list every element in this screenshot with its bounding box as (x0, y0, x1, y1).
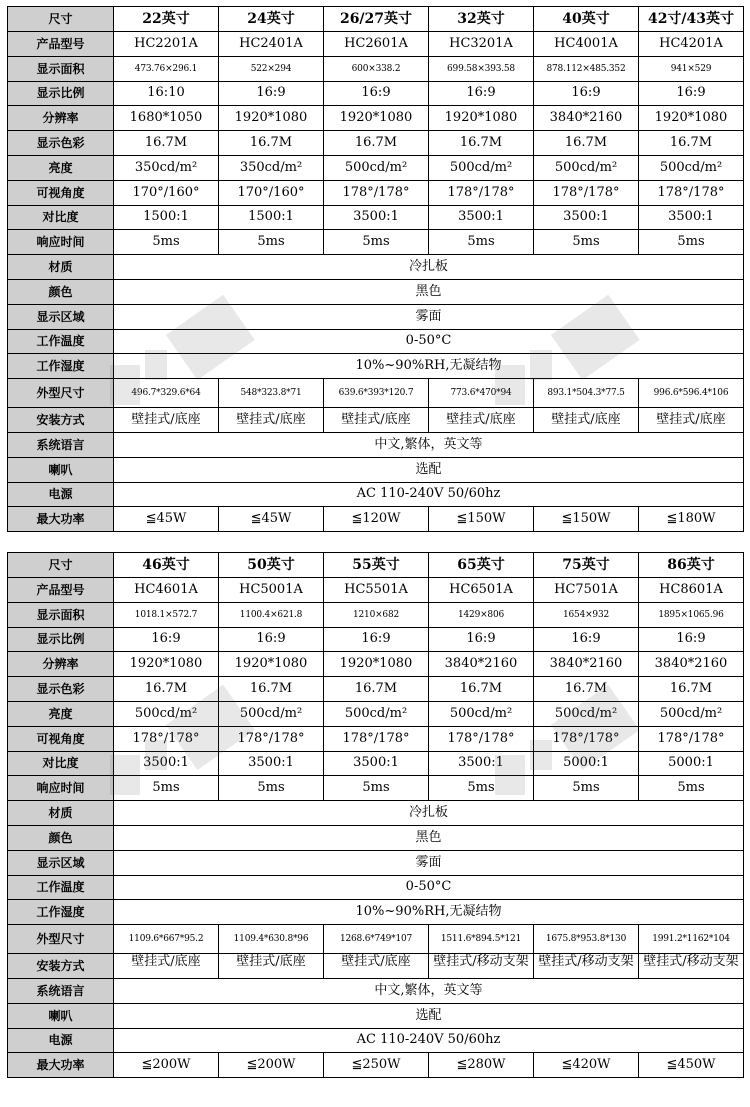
table-row (8, 751, 744, 776)
value-cell: 壁挂式/底座 (219, 954, 324, 979)
row-label: 分辨率 (8, 106, 114, 131)
row-label: 安装方式 (8, 408, 114, 433)
value-cell: 16.7M (639, 677, 744, 702)
merged-value-cell: 黑色 (114, 825, 744, 850)
spec-table-2 (7, 552, 744, 1078)
value-cell: 170°/160° (114, 180, 219, 205)
row-label: 尺寸 (8, 553, 114, 578)
table-row (8, 507, 744, 532)
value-cell: 3500:1 (429, 751, 534, 776)
value-cell: 500cd/m² (324, 155, 429, 180)
value-cell: HC7501A (534, 578, 639, 603)
value-cell: 178°/178° (219, 726, 324, 751)
merged-value-cell: AC 110-240V 50/60hz (114, 482, 744, 507)
value-cell: 壁挂式/底座 (114, 408, 219, 433)
value-cell: ≦200W (114, 1053, 219, 1078)
table-row (8, 1053, 744, 1078)
row-label: 响应时间 (8, 230, 114, 255)
row-label: 产品型号 (8, 578, 114, 603)
value-cell: 3840*2160 (534, 106, 639, 131)
merged-value-cell: 10%~90%RH,无凝结物 (114, 900, 744, 925)
row-label: 系统语言 (8, 978, 114, 1003)
value-cell: HC4201A (639, 32, 744, 57)
value-cell: 1268.6*749*107 (324, 925, 429, 954)
value-cell: 5000:1 (534, 751, 639, 776)
value-cell: 16.7M (114, 131, 219, 156)
value-cell: 3840*2160 (639, 652, 744, 677)
value-cell: 1895×1065.96 (639, 602, 744, 627)
value-cell: 16.7M (534, 677, 639, 702)
row-label: 工作湿度 (8, 900, 114, 925)
value-cell: 5ms (219, 776, 324, 801)
value-cell: 500cd/m² (114, 701, 219, 726)
value-cell: 500cd/m² (219, 701, 324, 726)
row-label: 安装方式 (8, 954, 114, 979)
value-cell: 500cd/m² (534, 701, 639, 726)
value-cell: 壁挂式/移动支架 (534, 954, 639, 979)
value-cell: 1654×932 (534, 602, 639, 627)
value-cell: 5ms (219, 230, 324, 255)
value-cell: 壁挂式/底座 (324, 954, 429, 979)
value-cell: ≦280W (429, 1053, 534, 1078)
value-cell: HC2201A (114, 32, 219, 57)
value-cell: 5000:1 (639, 751, 744, 776)
table-row (8, 482, 744, 507)
value-cell: 178°/178° (534, 726, 639, 751)
table-row (8, 627, 744, 652)
row-label: 电源 (8, 482, 114, 507)
value-cell: 5ms (639, 776, 744, 801)
size-header-cell: 32英寸 (429, 7, 534, 32)
row-label: 工作湿度 (8, 354, 114, 379)
row-label: 可视角度 (8, 180, 114, 205)
value-cell: 350cd/m² (114, 155, 219, 180)
table-row (8, 925, 744, 954)
value-cell: ≦420W (534, 1053, 639, 1078)
size-header-cell: 86英寸 (639, 553, 744, 578)
row-label: 喇叭 (8, 1003, 114, 1028)
value-cell: 500cd/m² (429, 701, 534, 726)
row-label: 显示色彩 (8, 131, 114, 156)
value-cell: 1210×682 (324, 602, 429, 627)
merged-value-cell: 雾面 (114, 850, 744, 875)
value-cell: 893.1*504.3*77.5 (534, 379, 639, 408)
value-cell: 522×294 (219, 56, 324, 81)
table-row (8, 106, 744, 131)
row-label: 材质 (8, 255, 114, 280)
value-cell: 548*323.8*71 (219, 379, 324, 408)
row-label: 外型尺寸 (8, 379, 114, 408)
table-row (8, 354, 744, 379)
size-header-cell: 24英寸 (219, 7, 324, 32)
table-row (8, 432, 744, 457)
row-label: 最大功率 (8, 507, 114, 532)
value-cell: 16:9 (639, 627, 744, 652)
merged-value-cell: 0-50°C (114, 875, 744, 900)
table-row (8, 850, 744, 875)
merged-value-cell: 选配 (114, 1003, 744, 1028)
merged-value-cell: 中文,繁体，英文等 (114, 978, 744, 1003)
size-header-cell: 42寸/43英寸 (639, 7, 744, 32)
row-label: 颜色 (8, 279, 114, 304)
header-row (8, 7, 744, 32)
value-cell: 1920*1080 (219, 652, 324, 677)
value-cell: 699.58×393.58 (429, 56, 534, 81)
table-row (8, 457, 744, 482)
table-row (8, 602, 744, 627)
value-cell: 500cd/m² (429, 155, 534, 180)
table-row (8, 875, 744, 900)
table-row (8, 155, 744, 180)
value-cell: 5ms (429, 776, 534, 801)
value-cell: 16:9 (534, 627, 639, 652)
row-label: 尺寸 (8, 7, 114, 32)
value-cell: 16.7M (219, 677, 324, 702)
value-cell: 16:9 (219, 81, 324, 106)
merged-value-cell: AC 110-240V 50/60hz (114, 1028, 744, 1053)
value-cell: 178°/178° (324, 726, 429, 751)
spec-table-1 (7, 6, 744, 532)
value-cell: 16:9 (219, 627, 324, 652)
value-cell: 1920*1080 (219, 106, 324, 131)
value-cell: 350cd/m² (219, 155, 324, 180)
value-cell: 5ms (114, 230, 219, 255)
value-cell: 500cd/m² (324, 701, 429, 726)
value-cell: 1109.4*630.8*96 (219, 925, 324, 954)
value-cell: HC4001A (534, 32, 639, 57)
value-cell: 1100.4×621.8 (219, 602, 324, 627)
value-cell: 178°/178° (114, 726, 219, 751)
row-label: 可视角度 (8, 726, 114, 751)
merged-value-cell: 中文,繁体，英文等 (114, 432, 744, 457)
value-cell: 1920*1080 (324, 106, 429, 131)
value-cell: 3500:1 (219, 751, 324, 776)
value-cell: 178°/178° (639, 726, 744, 751)
table-row (8, 230, 744, 255)
table-row (8, 32, 744, 57)
value-cell: 178°/178° (639, 180, 744, 205)
row-label: 对比度 (8, 205, 114, 230)
value-cell: 3500:1 (429, 205, 534, 230)
value-cell: 16.7M (429, 677, 534, 702)
size-header-cell: 22英寸 (114, 7, 219, 32)
table-row (8, 255, 744, 280)
value-cell: ≦150W (534, 507, 639, 532)
merged-value-cell: 冷扎板 (114, 801, 744, 826)
header-row (8, 553, 744, 578)
value-cell: HC2401A (219, 32, 324, 57)
value-cell: HC5001A (219, 578, 324, 603)
value-cell: 5ms (114, 776, 219, 801)
value-cell: 170°/160° (219, 180, 324, 205)
value-cell: 473.76×296.1 (114, 56, 219, 81)
value-cell: 壁挂式/底座 (639, 408, 744, 433)
value-cell: HC6501A (429, 578, 534, 603)
row-label: 电源 (8, 1028, 114, 1053)
value-cell: 16.7M (639, 131, 744, 156)
row-label: 显示区域 (8, 304, 114, 329)
value-cell: 16:9 (639, 81, 744, 106)
row-label: 产品型号 (8, 32, 114, 57)
value-cell: 16:9 (324, 627, 429, 652)
value-cell: 5ms (429, 230, 534, 255)
value-cell: 5ms (534, 776, 639, 801)
table-row (8, 776, 744, 801)
table-row (8, 978, 744, 1003)
value-cell: ≦45W (219, 507, 324, 532)
value-cell: 1920*1080 (324, 652, 429, 677)
value-cell: HC8601A (639, 578, 744, 603)
value-cell: 1920*1080 (639, 106, 744, 131)
value-cell: ≦250W (324, 1053, 429, 1078)
value-cell: 壁挂式/移动支架 (429, 954, 534, 979)
value-cell: 5ms (534, 230, 639, 255)
table-row (8, 701, 744, 726)
row-label: 显示区域 (8, 850, 114, 875)
row-label: 工作温度 (8, 329, 114, 354)
value-cell: ≦180W (639, 507, 744, 532)
value-cell: 16:9 (534, 81, 639, 106)
value-cell: 壁挂式/底座 (429, 408, 534, 433)
table-row (8, 379, 744, 408)
value-cell: 3840*2160 (534, 652, 639, 677)
value-cell: ≦150W (429, 507, 534, 532)
value-cell: 1920*1080 (114, 652, 219, 677)
value-cell: HC5501A (324, 578, 429, 603)
value-cell: 16.7M (534, 131, 639, 156)
row-label: 响应时间 (8, 776, 114, 801)
value-cell: 1500:1 (219, 205, 324, 230)
value-cell: 1429×806 (429, 602, 534, 627)
value-cell: 878.112×485.352 (534, 56, 639, 81)
value-cell: 壁挂式/底座 (219, 408, 324, 433)
value-cell: 1920*1080 (429, 106, 534, 131)
size-header-cell: 40英寸 (534, 7, 639, 32)
value-cell: 1109.6*667*95.2 (114, 925, 219, 954)
row-label: 对比度 (8, 751, 114, 776)
table-row (8, 131, 744, 156)
row-label: 显示色彩 (8, 677, 114, 702)
table-row (8, 825, 744, 850)
value-cell: 178°/178° (534, 180, 639, 205)
merged-value-cell: 冷扎板 (114, 255, 744, 280)
table-row (8, 801, 744, 826)
merged-value-cell: 0-50°C (114, 329, 744, 354)
table-row (8, 205, 744, 230)
value-cell: 壁挂式/底座 (534, 408, 639, 433)
value-cell: 639.6*393*120.7 (324, 379, 429, 408)
value-cell: 1500:1 (114, 205, 219, 230)
size-header-cell: 26/27英寸 (324, 7, 429, 32)
value-cell: 16.7M (114, 677, 219, 702)
value-cell: 壁挂式/移动支架 (639, 954, 744, 979)
value-cell: HC4601A (114, 578, 219, 603)
row-label: 显示比例 (8, 81, 114, 106)
row-label: 分辨率 (8, 652, 114, 677)
table-row (8, 652, 744, 677)
value-cell: 773.6*470*94 (429, 379, 534, 408)
merged-value-cell: 雾面 (114, 304, 744, 329)
row-label: 工作温度 (8, 875, 114, 900)
value-cell: 5ms (639, 230, 744, 255)
value-cell: 178°/178° (324, 180, 429, 205)
table-row (8, 726, 744, 751)
table-row (8, 180, 744, 205)
value-cell: 3500:1 (639, 205, 744, 230)
row-label: 颜色 (8, 825, 114, 850)
value-cell: HC3201A (429, 32, 534, 57)
value-cell: 3500:1 (324, 205, 429, 230)
value-cell: 3500:1 (534, 205, 639, 230)
value-cell: ≦120W (324, 507, 429, 532)
table-row (8, 304, 744, 329)
value-cell: ≦45W (114, 507, 219, 532)
table-row (8, 1028, 744, 1053)
value-cell: 500cd/m² (639, 155, 744, 180)
merged-value-cell: 黑色 (114, 279, 744, 304)
value-cell: 500cd/m² (639, 701, 744, 726)
value-cell: 1680*1050 (114, 106, 219, 131)
value-cell: 16.7M (429, 131, 534, 156)
value-cell: 16:9 (324, 81, 429, 106)
table-row (8, 1003, 744, 1028)
table-row (8, 954, 744, 979)
value-cell: 996.6*596.4*106 (639, 379, 744, 408)
value-cell: 178°/178° (429, 180, 534, 205)
table-row (8, 329, 744, 354)
table-row (8, 56, 744, 81)
value-cell: 3840*2160 (429, 652, 534, 677)
value-cell: 600×338.2 (324, 56, 429, 81)
value-cell: 16.7M (324, 131, 429, 156)
table-row (8, 578, 744, 603)
row-label: 材质 (8, 801, 114, 826)
value-cell: 16:9 (429, 627, 534, 652)
value-cell: HC2601A (324, 32, 429, 57)
row-label: 显示面积 (8, 602, 114, 627)
value-cell: 壁挂式/底座 (114, 954, 219, 979)
row-label: 亮度 (8, 155, 114, 180)
table-row (8, 408, 744, 433)
row-label: 最大功率 (8, 1053, 114, 1078)
size-header-cell: 75英寸 (534, 553, 639, 578)
value-cell: 1511.6*894.5*121 (429, 925, 534, 954)
value-cell: 壁挂式/底座 (324, 408, 429, 433)
value-cell: 1018.1×572.7 (114, 602, 219, 627)
size-header-cell: 55英寸 (324, 553, 429, 578)
value-cell: 16.7M (219, 131, 324, 156)
size-header-cell: 46英寸 (114, 553, 219, 578)
value-cell: 500cd/m² (534, 155, 639, 180)
value-cell: 5ms (324, 776, 429, 801)
value-cell: 16.7M (324, 677, 429, 702)
value-cell: 941×529 (639, 56, 744, 81)
value-cell: 1675.8*953.8*130 (534, 925, 639, 954)
row-label: 外型尺寸 (8, 925, 114, 954)
table-row (8, 900, 744, 925)
row-label: 亮度 (8, 701, 114, 726)
row-label: 喇叭 (8, 457, 114, 482)
value-cell: 16:9 (429, 81, 534, 106)
value-cell: 1991.2*1162*104 (639, 925, 744, 954)
value-cell: 178°/178° (429, 726, 534, 751)
value-cell: 3500:1 (324, 751, 429, 776)
value-cell: 496.7*329.6*64 (114, 379, 219, 408)
row-label: 显示比例 (8, 627, 114, 652)
size-header-cell: 50英寸 (219, 553, 324, 578)
size-header-cell: 65英寸 (429, 553, 534, 578)
value-cell: 16:9 (114, 627, 219, 652)
row-label: 系统语言 (8, 432, 114, 457)
value-cell: ≦450W (639, 1053, 744, 1078)
value-cell: 16:10 (114, 81, 219, 106)
value-cell: ≦200W (219, 1053, 324, 1078)
merged-value-cell: 选配 (114, 457, 744, 482)
table-row (8, 81, 744, 106)
value-cell: 5ms (324, 230, 429, 255)
merged-value-cell: 10%~90%RH,无凝结物 (114, 354, 744, 379)
value-cell: 3500:1 (114, 751, 219, 776)
table-row (8, 677, 744, 702)
table-row (8, 279, 744, 304)
row-label: 显示面积 (8, 56, 114, 81)
